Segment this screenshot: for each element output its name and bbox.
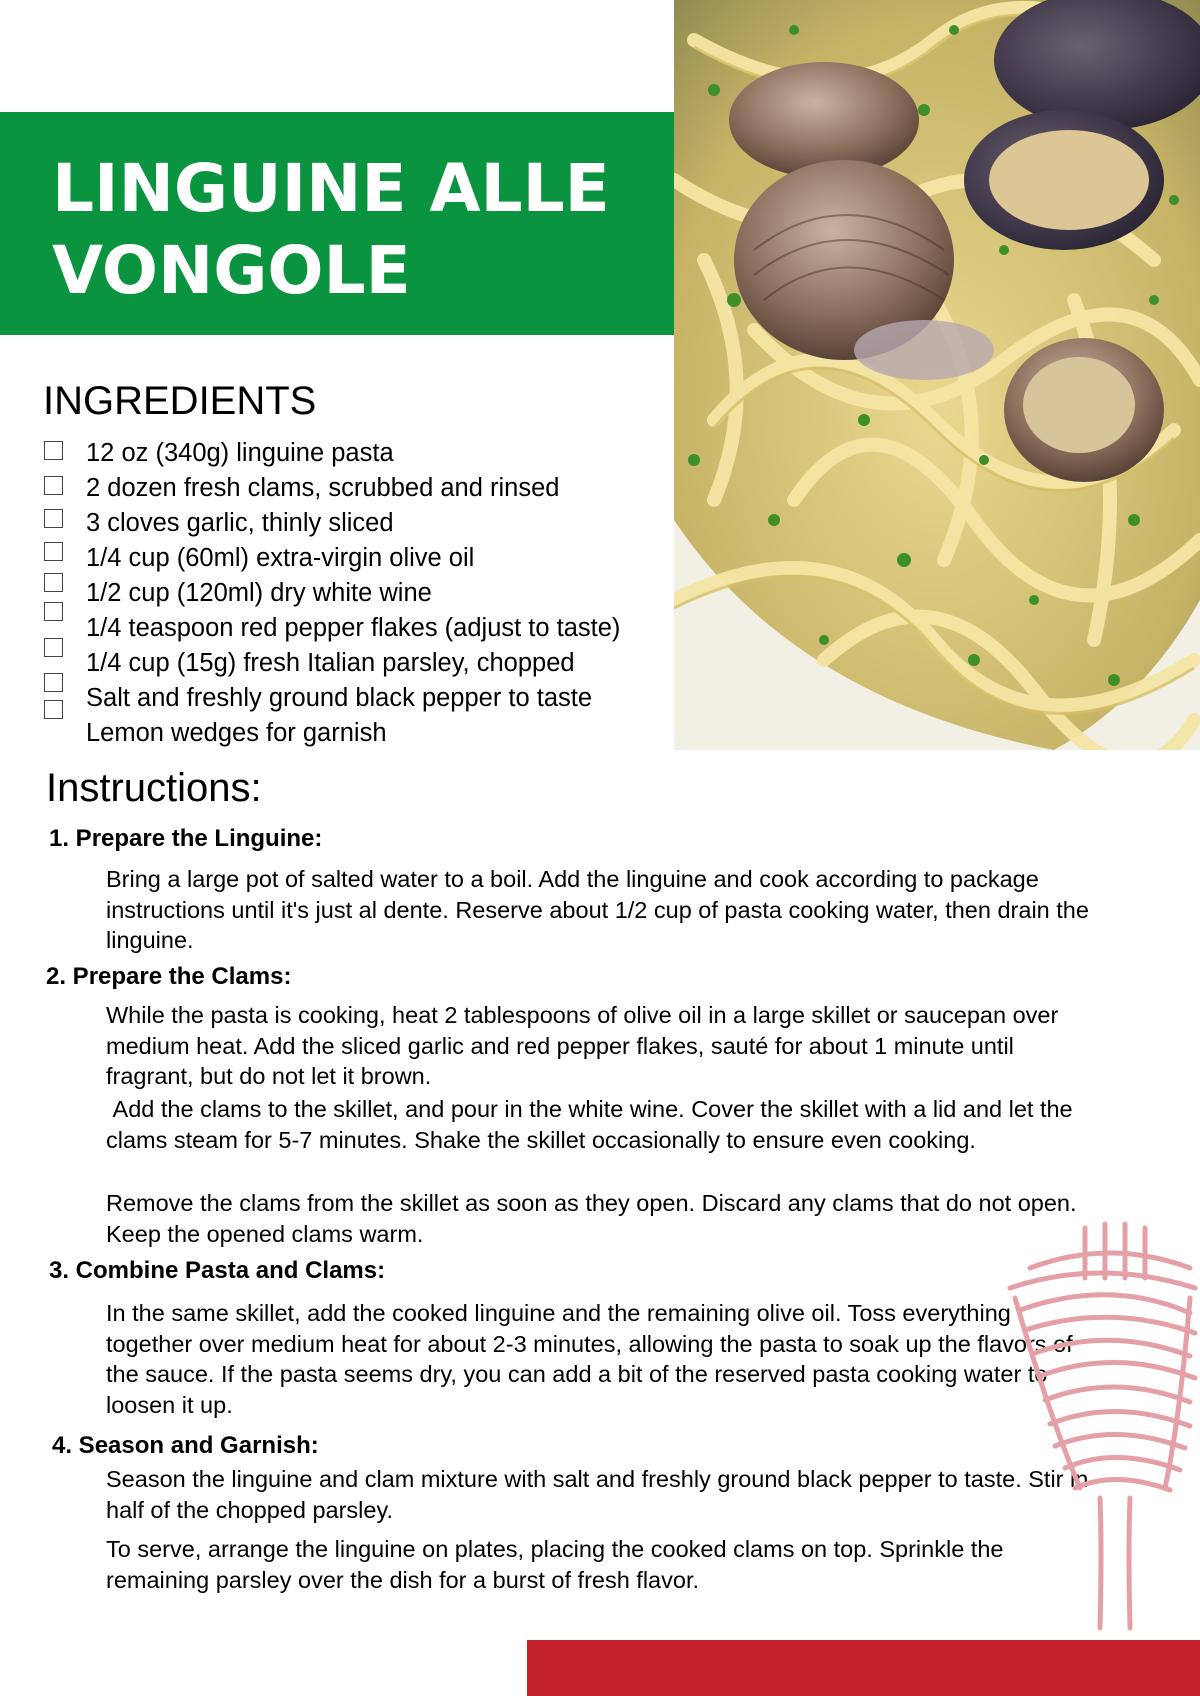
- ingredient-checkbox[interactable]: [44, 542, 63, 561]
- step-paragraph: In the same skillet, add the cooked linguine and the remaining olive oil. Toss everything together over medium heat for about 2-3 minutes, allowing the pasta to soak up the flavors of the sauce. If the pasta seems dry, you can add a bit of the reserved pasta cooking water to loosen it up.: [106, 1300, 1073, 1418]
- ingredient-item: Salt and freshly ground black pepper to taste: [86, 684, 593, 712]
- step-paragraph: To serve, arrange the linguine on plates, placing the cooked clams on top. Sprinkle the remaining parsley over the dish for a burst of fresh flavor.: [106, 1536, 1004, 1593]
- step-title: 4. Season and Garnish:: [52, 1432, 319, 1459]
- step-title: 3. Combine Pasta and Clams:: [49, 1257, 386, 1284]
- ingredient-checkbox[interactable]: [44, 476, 63, 495]
- ingredient-item: 1/4 teaspoon red pepper flakes (adjust to taste): [86, 614, 621, 642]
- ingredient-checkbox[interactable]: [44, 700, 63, 719]
- ingredient-checkbox[interactable]: [44, 638, 63, 657]
- photo-illustration: [674, 0, 1200, 750]
- instructions-heading: Instructions:: [46, 766, 262, 810]
- ingredient-checkbox[interactable]: [44, 509, 63, 528]
- fork-pasta-icon: [990, 1218, 1200, 1638]
- ingredient-item: 12 oz (340g) linguine pasta: [86, 439, 394, 467]
- ingredient-checkbox[interactable]: [44, 573, 63, 592]
- step-paragraph: Season the linguine and clam mixture with salt and freshly ground black pepper to taste. Stir in half of the chopped parsley.: [106, 1466, 1089, 1523]
- ingredient-checkbox[interactable]: [44, 673, 63, 692]
- step-paragraph: Bring a large pot of salted water to a boil. Add the linguine and cook according to package instructions until it's just al dente. Reserve about 1/2 cup of pasta cooking water, then drain the linguine.: [106, 866, 1089, 953]
- step-paragraph: Remove the clams from the skillet as soon as they open. Discard any clams that do not open. Keep the opened clams warm.: [106, 1190, 1077, 1247]
- step-paragraph: While the pasta is cooking, heat 2 tablespoons of olive oil in a large skillet or saucepan over medium heat. Add the sliced garlic and red pepper flakes, sauté for about 1 minute until fragrant, but do not let it brown.: [106, 1002, 1059, 1089]
- ingredient-checkbox[interactable]: [44, 602, 63, 621]
- ingredient-item: Lemon wedges for garnish: [86, 719, 387, 747]
- step-title: 2. Prepare the Clams:: [46, 963, 292, 990]
- recipe-title: LINGUINE ALLE VONGOLE: [52, 150, 610, 309]
- ingredient-item: 2 dozen fresh clams, scrubbed and rinsed: [86, 474, 560, 502]
- ingredients-list: [86, 436, 620, 751]
- ingredient-item: 1/2 cup (120ml) dry white wine: [86, 579, 432, 607]
- linguine-clams-photo: [674, 0, 1200, 750]
- step-paragraph: Add the clams to the skillet, and pour in the white wine. Cover the skillet with a lid and let the clams steam for 5-7 minutes. Shake the skillet occasionally to ensure even cooking.: [106, 1096, 1080, 1153]
- ingredient-item: 3 cloves garlic, thinly sliced: [86, 509, 394, 537]
- ingredients-heading: INGREDIENTS: [43, 379, 317, 423]
- footer-red-band: [527, 1640, 1200, 1696]
- step-title: 1. Prepare the Linguine:: [49, 825, 323, 852]
- ingredient-checkbox[interactable]: [44, 441, 63, 460]
- ingredient-item: 1/4 cup (60ml) extra-virgin olive oil: [86, 544, 475, 572]
- ingredient-item: 1/4 cup (15g) fresh Italian parsley, chopped: [86, 649, 575, 677]
